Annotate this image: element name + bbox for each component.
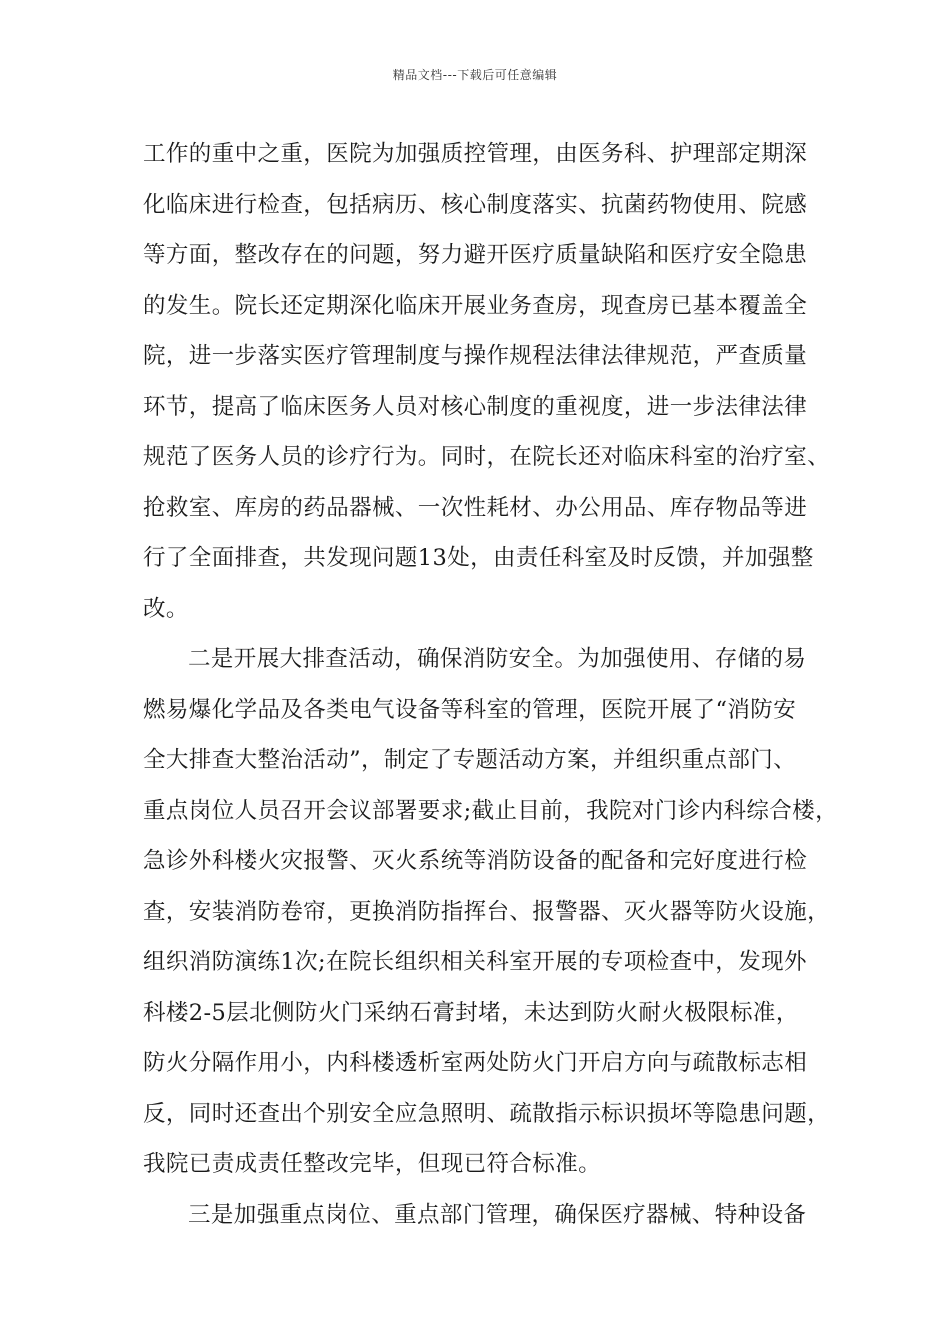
text-line: 全大排查大整治活动”，制定了专题活动方案，并组织重点部门、: [143, 747, 797, 773]
text-line: 等方面，整改存在的问题，努力避开医疗质量缺陷和医疗安全隐患: [143, 242, 808, 268]
text-line: 院，进一步落实医疗管理制度与操作规程法律法律规范，严查质量: [143, 343, 808, 369]
text-line: 行了全面排查，共发现问题13处，由责任科室及时反馈，并加强整: [143, 545, 814, 571]
text-line: 抢救室、库房的药品器械、一次性耗材、办公用品、库存物品等进: [143, 494, 808, 521]
text-line: 防火分隔作用小，内科楼透析室两处防火门开启方向与疏散标志相: [143, 1050, 808, 1076]
text-line: 改。: [143, 595, 189, 622]
text-line: 急诊外科楼火灾报警、灭火系统等消防设备的配备和完好度进行检: [143, 848, 808, 874]
paragraph-first-line: 三是加强重点岗位、重点部门管理，确保医疗器械、特种设备: [188, 1201, 807, 1228]
text-line: 化临床进行检查，包括病历、核心制度落实、抗菌药物使用、院感: [143, 191, 808, 218]
text-line: 规范了医务人员的诊疗行为。同时，在院长还对临床科室的治疗室、: [143, 444, 831, 470]
text-line: 的发生。院长还定期深化临床开展业务查房，现查房已基本覆盖全: [143, 292, 808, 319]
document-body: [143, 129, 838, 1240]
text-line: 查，安装消防卷帘，更换消防指挥台、报警器、灭火器等防火设施，: [143, 898, 831, 925]
text-line: 燃易爆化学品及各类电气设备等科室的管理，医院开展了“消防安: [143, 696, 797, 723]
text-line: 科楼2-5层北侧防火门采纳石膏封堵，未达到防火耐火极限标准，: [143, 999, 799, 1026]
text-line: 我院已责成责任整改完毕，但现已符合标准。: [143, 1151, 602, 1177]
text-line: 工作的重中之重，医院为加强质控管理，由医务科、护理部定期深: [143, 141, 808, 167]
text-line: 环节，提高了临床医务人员对核心制度的重视度，进一步法律法律: [143, 393, 808, 420]
paragraph-first-line: 二是开展大排查活动，确保消防安全。为加强使用、存储的易: [188, 646, 807, 672]
text-line: 组织消防演练1次;在院长组织相关科室开展的专项检查中，发现外: [143, 949, 807, 975]
text-line: 反，同时还查出个别安全应急照明、疏散指示标识损坏等隐患问题，: [143, 1100, 831, 1127]
page-header: 精品文档---下载后可任意编辑: [392, 68, 558, 82]
text-line: 重点岗位人员召开会议部署要求;截止目前，我院对门诊内科综合楼，: [143, 797, 838, 824]
